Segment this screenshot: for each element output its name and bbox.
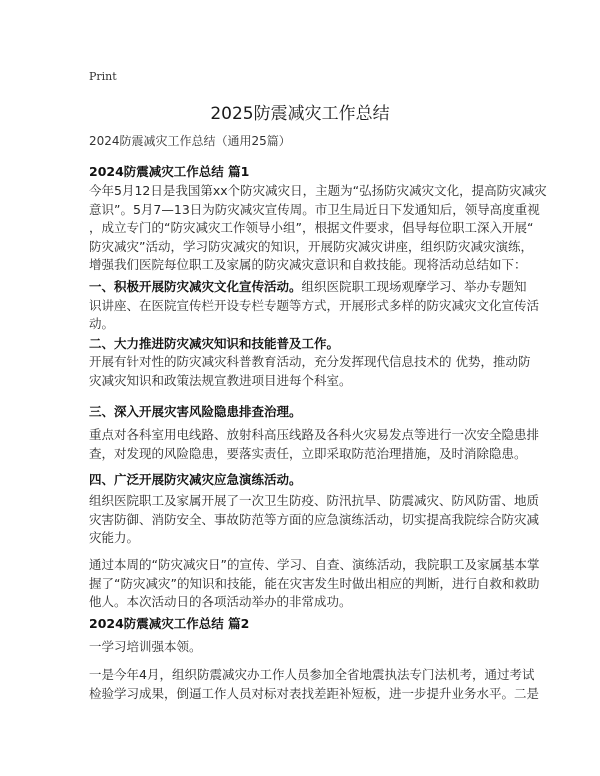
document-subtitle: 2024防震减灾工作总结（通用25篇） [89, 134, 291, 148]
paragraph-line: 检验学习成果，倒逼工作人员对标对表找差距补短板，进一步提升业务水平。二是 [89, 685, 540, 701]
section-1-paragraph [89, 278, 540, 334]
section-3-paragraph [89, 426, 540, 463]
paragraph-line: 今年5月12日是我国第xx个防灾减灾日，主题为“弘扬防灾减灾文化，提高防灾减灾 [89, 183, 547, 198]
paragraph-line: ，成立专门的“防灾减灾工作领导小组”，根据文件要求，倡导每位职工深入开展“ [89, 220, 534, 235]
page-title: 2025防震减灾工作总结 [210, 104, 390, 124]
paragraph-line: 灾能力。 [89, 530, 140, 545]
lead-sentence: 一、积极开展防灾减灾文化宣传活动。 [89, 279, 302, 294]
section-heading-2: 二、大力推进防灾减灾知识和技能普及工作。 [89, 336, 340, 351]
paragraph-line: 查，对发现的风险隐患，要落实责任，立即采取防范治理措施，及时消除隐患。 [89, 445, 527, 461]
section-heading-part-2: 2024防震减灾工作总结 篇2 [89, 616, 250, 631]
paragraph-line: 一、积极开展防灾减灾文化宣传活动。组织医院职工现场观摩学习、举办专题知 [89, 279, 527, 294]
paragraph-line: 动。 [89, 316, 115, 331]
paragraph-line: 通过本周的“防灾减灾日”的宣传、学习、自查、演练活动，我院职工及家属基本掌 [89, 557, 540, 572]
paragraph-line: 他人。本次活动日的各项活动举办的非常成功。 [89, 594, 352, 609]
intro-paragraph [89, 182, 547, 275]
paragraph-line: 灾害防御、消防安全、事故防范等方面的应急演练活动，切实提高我院综合防灾减 [89, 511, 540, 527]
section-heading-4: 四、广泛开展防灾减灾应急演练活动。 [89, 472, 302, 487]
paragraph-line: 握了“防灾减灾”的知识和技能，能在灾害发生时做出相应的判断，进行自救和救助 [89, 575, 540, 591]
print-label[interactable]: Print [89, 70, 117, 83]
paragraph-line: 识讲座、在医院宣传栏开设专栏专题等方式，开展形式多样的防灾减灾文化宣传活 [89, 297, 540, 313]
summary-paragraph [89, 556, 540, 612]
paragraph-line: 组织医院职工及家属开展了一次卫生防疫、防汛抗旱、防震减灾、防风防雷、地质 [89, 493, 540, 508]
paragraph-line: 开展有针对性的防灾减灾科普教育活动，充分发挥现代信息技术的 优势，推动防 [89, 354, 531, 369]
section-2-paragraph [89, 353, 531, 390]
paragraph-line: 重点对各科室用电线路、放射科高压线路及各科火灾易发点等进行一次安全隐患排 [89, 427, 540, 442]
paragraph-line: 灾减灾知识和政策法规宣教进项目进每个科室。 [89, 372, 352, 388]
section-heading-3: 三、深入开展灾害风险隐患排查治理。 [89, 404, 302, 419]
paragraph-line: 防灾减灾”活动，学习防灾减灾的知识，开展防灾减灾讲座，组织防灾减灾演练， [89, 238, 533, 254]
paragraph-line: 意识”。5月7—13日为防灾减灾宣传周。市卫生局近日下发通知后，领导高度重视 [89, 201, 540, 217]
part-2-intro: 一学习培训强本领。 [89, 639, 202, 654]
part-2-paragraph [89, 666, 540, 703]
paragraph-line: 增强我们医院每位职工及家属的防灾减灾意识和自救技能。现将活动总结如下： [89, 257, 527, 272]
section-heading-part-1: 2024防震减灾工作总结 篇1 [89, 164, 250, 179]
paragraph-line: 一是今年4月，组织防震减灾办工作人员参加全省地震执法专门法机考，通过考试 [89, 667, 535, 682]
section-4-paragraph [89, 492, 540, 548]
